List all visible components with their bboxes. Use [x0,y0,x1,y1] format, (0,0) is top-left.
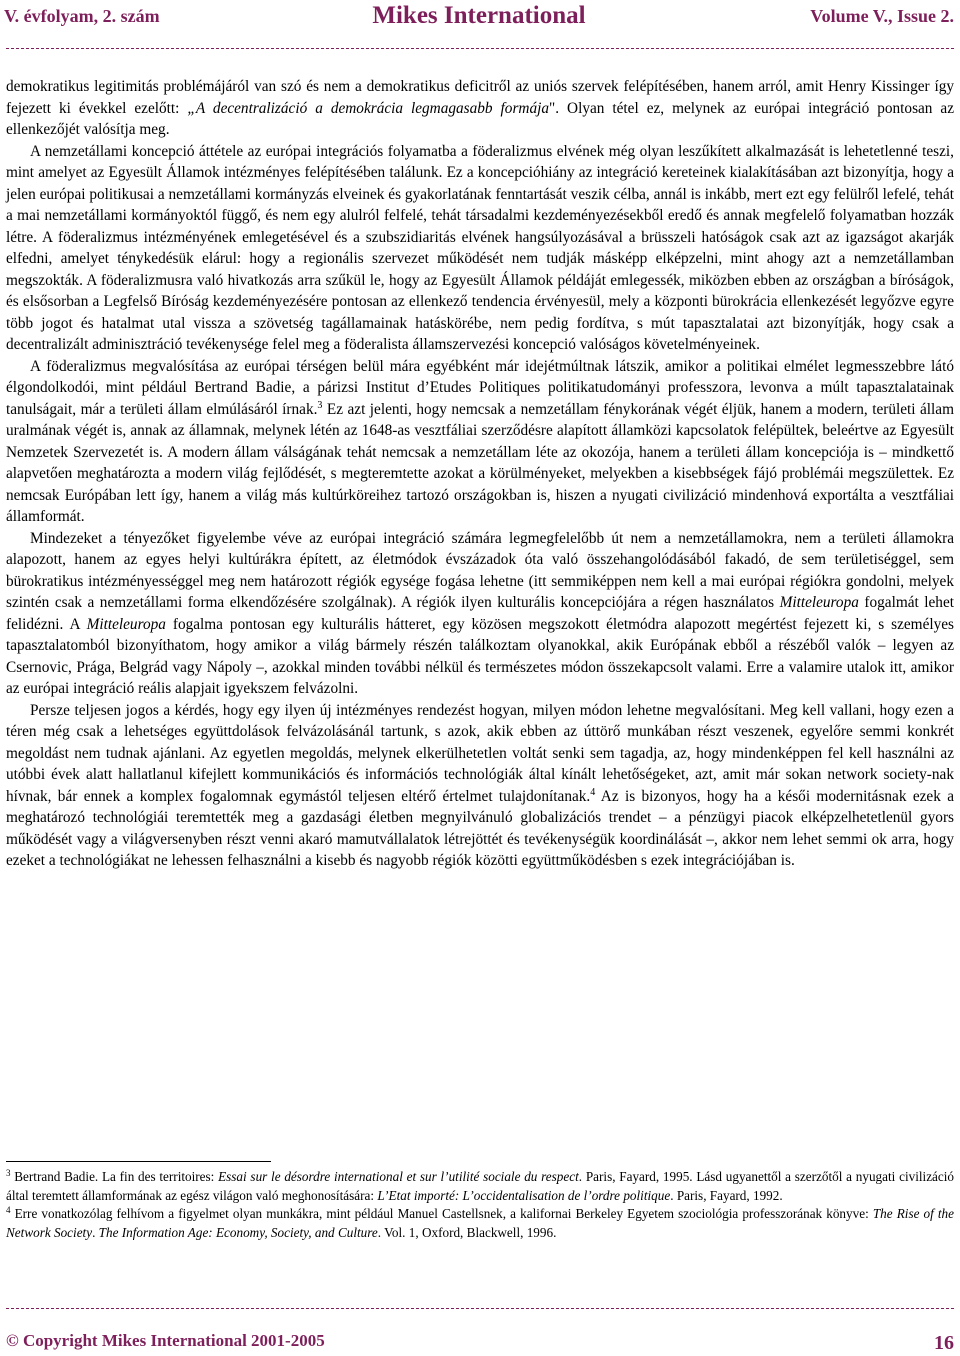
footnote-4-text-end: . Vol. 1, Oxford, Blackwell, 1996. [377,1224,557,1240]
journal-title: Mikes International [372,2,586,29]
page-number: 16 [934,1332,954,1354]
paragraph-4-text: Mindezeket a tényezőket figyelembe véve az európai integráció számára legmegfelelőbb út nem a nemzetállamokra, nem a területi államokra alapozott, hanem az egyes helyi kultúrákra épített, az életmódok évszázadok óta való összehangolódásából fakadó, de sem területiséggel, sem bürokratikus intézményességgel meg nem határozott régiók egysége fogása lehetne (itt semmiképpen nem kell a mai európai régiókra gondolni, melyek szintén csak a nemzetállami forma elkendőzésére szolgálnak). A régiók ilyen kulturális koncepciójára a régen használatos [6,529,954,611]
footnote-number: 4 [6,1205,11,1215]
footnote-ref-3[interactable]: 3 [317,399,323,411]
issue-label-english: Volume V., Issue 2. [810,6,954,26]
issue-label-hungarian: V. évfolyam, 2. szám [4,6,160,26]
footnote-4-text-mid: . [92,1224,99,1240]
paragraph-5-text-end: Az is bizonyos, hogy ha a késői modernitásnak ezek a meghatározó technológiái teremtették meg a gazdasági életben megnyilvánuló globalizációs trendet – a pénzügyi piacok elképzelhetetlenül gyors működését vagy a világversenyben részt venni akaró mamutvállalatok létrejöttét és tevékenységük koordinálását –, akkor nem lehet semmi ok arra, hogy ezeket a technológiákat ne lehessen felhasználni a kisebb és nagyobb régiók közötti együttműködésben s ezek integrációjában is. [6,787,954,869]
book-title: The Rise of the Network Society [6,1206,955,1240]
page-header [4,0,954,38]
paragraph-5-text: Persze teljesen jogos a kérdés, hogy egy ilyen új intézményes rendezést hogyan, milyen módon lehetne megvalósítani. Meg kell vallani, hogy ezen a téren még csak a lehetséges együttdolások felvázolásánál tartunk, s azok, akik ebben az úttörő munkában részt veszenek, egyelőre semmi konkrét megoldást nem tudnak ajánlani. Az egyetlen megoldás, melynek elkerülhetetlen voltát senki sem tagadja, az, hogy mindenképpen fel kell használni az utóbbi évek alatt hallatlanul kifejlett kommunikációs és információs technológiák által kínált lehetőségeket, azt, amit már sokan network society-nak hívnak, bár ennek a komplex fogalomnak egymástól teljesen eltérő értelmet tulajdonítanak. [6,701,954,805]
mitteleuropa-term: Mitteleuropa [86,615,166,633]
copyright-notice: © Copyright Mikes International 2001-2005 [6,1331,325,1350]
footnote-3 [6,1168,954,1205]
book-title: L’Etat importé: L’occidentalisation de l’ordre politique [377,1187,671,1203]
paragraph-4 [6,528,954,700]
paragraph-1-text: demokratikus legitimitás problémájáról van szó és nem a demokratikus deficitről az uniós szervek felépítésében, hanem arról, amit Henry Kissinger így fejezett ki évekkel ezelőtt: [6,78,954,117]
footnote-4 [6,1205,954,1242]
paragraph-4-text-end: fogalma pontosan egy kulturális hátteret, egy közösen megszokott életmódra alapozott megértést fejezett ki, s személyes tapasztalatomból bizonyíthatom, hogy amikor a világ bármely részén találkoztam olyanokkal, akik Európának ebből a részéből valók – legyen az Csernovic, Prága, Belgrád vagy Nápoly –, azokkal minden további nélkül és természetes módon összekapcsolt valami. Erre a valamire utalok itt, amikor az európai integráció reális alapjait igyekszem felvázolni. [6,615,954,697]
paragraph-3-text: A föderalizmus megvalósítása az európai térségen belül mára egyébként már idejétmúltnak látszik, amikor a politikai elmélet legmesszebbre látó élgondolkodói, mint például Bertrand Badie, a párizsi Institut d’Etudes Politiques politikatudományi professzora, levonva a múlt tapasztalatainak tanulságait, már a területi állam elmúlásáról írnak. [6,357,954,418]
paragraph-1 [6,76,954,141]
footnote-divider [6,1161,271,1162]
kissinger-quote: „A decentralizáció a demokrácia legmagasabb formája [187,99,549,117]
footnote-3-text: Bertrand Badie. La fin des territoires: [10,1169,219,1184]
paragraph-1-text-end: ". Olyan tétel ez, melynek az európai integráció pontosan az ellenkezőjét valósítja meg. [6,99,955,138]
footer-divider [6,1308,954,1309]
article-body [6,76,954,872]
footnote-ref-4[interactable]: 4 [590,786,596,798]
footnote-number: 3 [6,1168,11,1178]
book-title: The Information Age: Economy, Society, and Culture [98,1224,378,1240]
paragraph-4-text-mid: fogalmát lehet felidézni. A [6,594,954,633]
footnote-4-text: Erre vonatkozólag felhívom a figyelmet olyan munkákra, mint például Manuel Castellsnek, a kalifornai Berkeley Egyetem szociológia professzorának könyve: [10,1206,873,1221]
paragraph-3-text-end: Ez azt jelenti, hogy nemcsak a nemzetállam fénykorának végét éljük, hanem a modern, területi állam uralmának végét is, annak az államnak, melynek létén az 1648-as vesztfáliai szerződésre alapított államközi kapcsolatok felépültek, beleértve az Egyesült Nemzetek Szervezetét is. A modern állam válságának tehát nemcsak a nemzetállam léte az okozója, hanem a területi állam koncepciója is – mindkettő alapvetően meghatározta a modern világ fejlődését, s megteremtette azokat a körülményeket, melyekben a kisebbségek fájó problémái megszülettek. Ez nemcsak Európában lett így, hanem a világ más kultúrköreihez tartozó országokban is, hiszen a nyugati civilizáció mindenhová exportálta a vesztfáliai államformát. [6,400,954,525]
paragraph-2: A nemzetállami koncepció áttétele az európai integrációs folyamatba a föderalizmus elvének még olyan leszűkített alkalmazását is lehetetlenné teszi, mint amelyet az Egyesült Államok intézményes felépítésében találunk. Ez a koncepcióhiány az integráció kereteinek kialakításában azt bizonyítja, hogy a jelen európai politikusai a nemzetállami kormányzás elveinek és gyakorlatának fenntartását veszik célba, annál is inkább, mert ezt egy felülről lefelé, tehát a mai nemzetállami kormányoktól függő, és nem egy alulról felfelé, tehát társadalmi kezdeményezésekből eredő és annak megfelelő folyamatban hozzák létre. A föderalizmus intézményének emlegetésével és a szubszidiaritás elvének hangsúlyozásával a brüsszeli hatóságok csak azt az igazságot akarják elfedni, amelyet ténykedésük elárul: hogy a regionális szervezet működését nem tudják másképp elképzelni, mint ahogy azt a nemzetállamban megszokták. A föderalizmusra való hivatkozás arra szűkül le, hogy az Egyesült Államok példáját emlegessék, miközben ebben az országban a bíróságok, és elsősorban a Legfelső Bíróság kezdeményezésére pontosan az ellenkező tendencia érvényesül, mely a központi bürokrácia ellenkezését legyőzve egyre több jogot és hatalmat utal vissza a szövetség tagállamainak hatáskörébe, nem pedig fordítva, s mút tapasztalatai azt bizonyítják, hogy csak a decentralizált adminisztráció tevékenysége felel meg a föderalista államszervezési koncepció valóságos követelményeinek. [6,142,954,353]
footnote-3-text-mid: . Paris, Fayard, 1995. Lásd ugyanettől a szerzőtől a nyugati civilizáció által teremtett államformának az egész világon való meghonosítására: [6,1169,955,1203]
book-title: Essai sur le désordre international et sur l’utilité sociale du respect [218,1169,579,1184]
header-divider [6,48,954,49]
mitteleuropa-term: Mitteleuropa [779,594,859,611]
paragraph-5 [6,700,954,872]
paragraph-3 [6,356,954,528]
footnotes [6,1168,954,1242]
footnote-3-text-end: . Paris, Fayard, 1992. [670,1187,783,1203]
